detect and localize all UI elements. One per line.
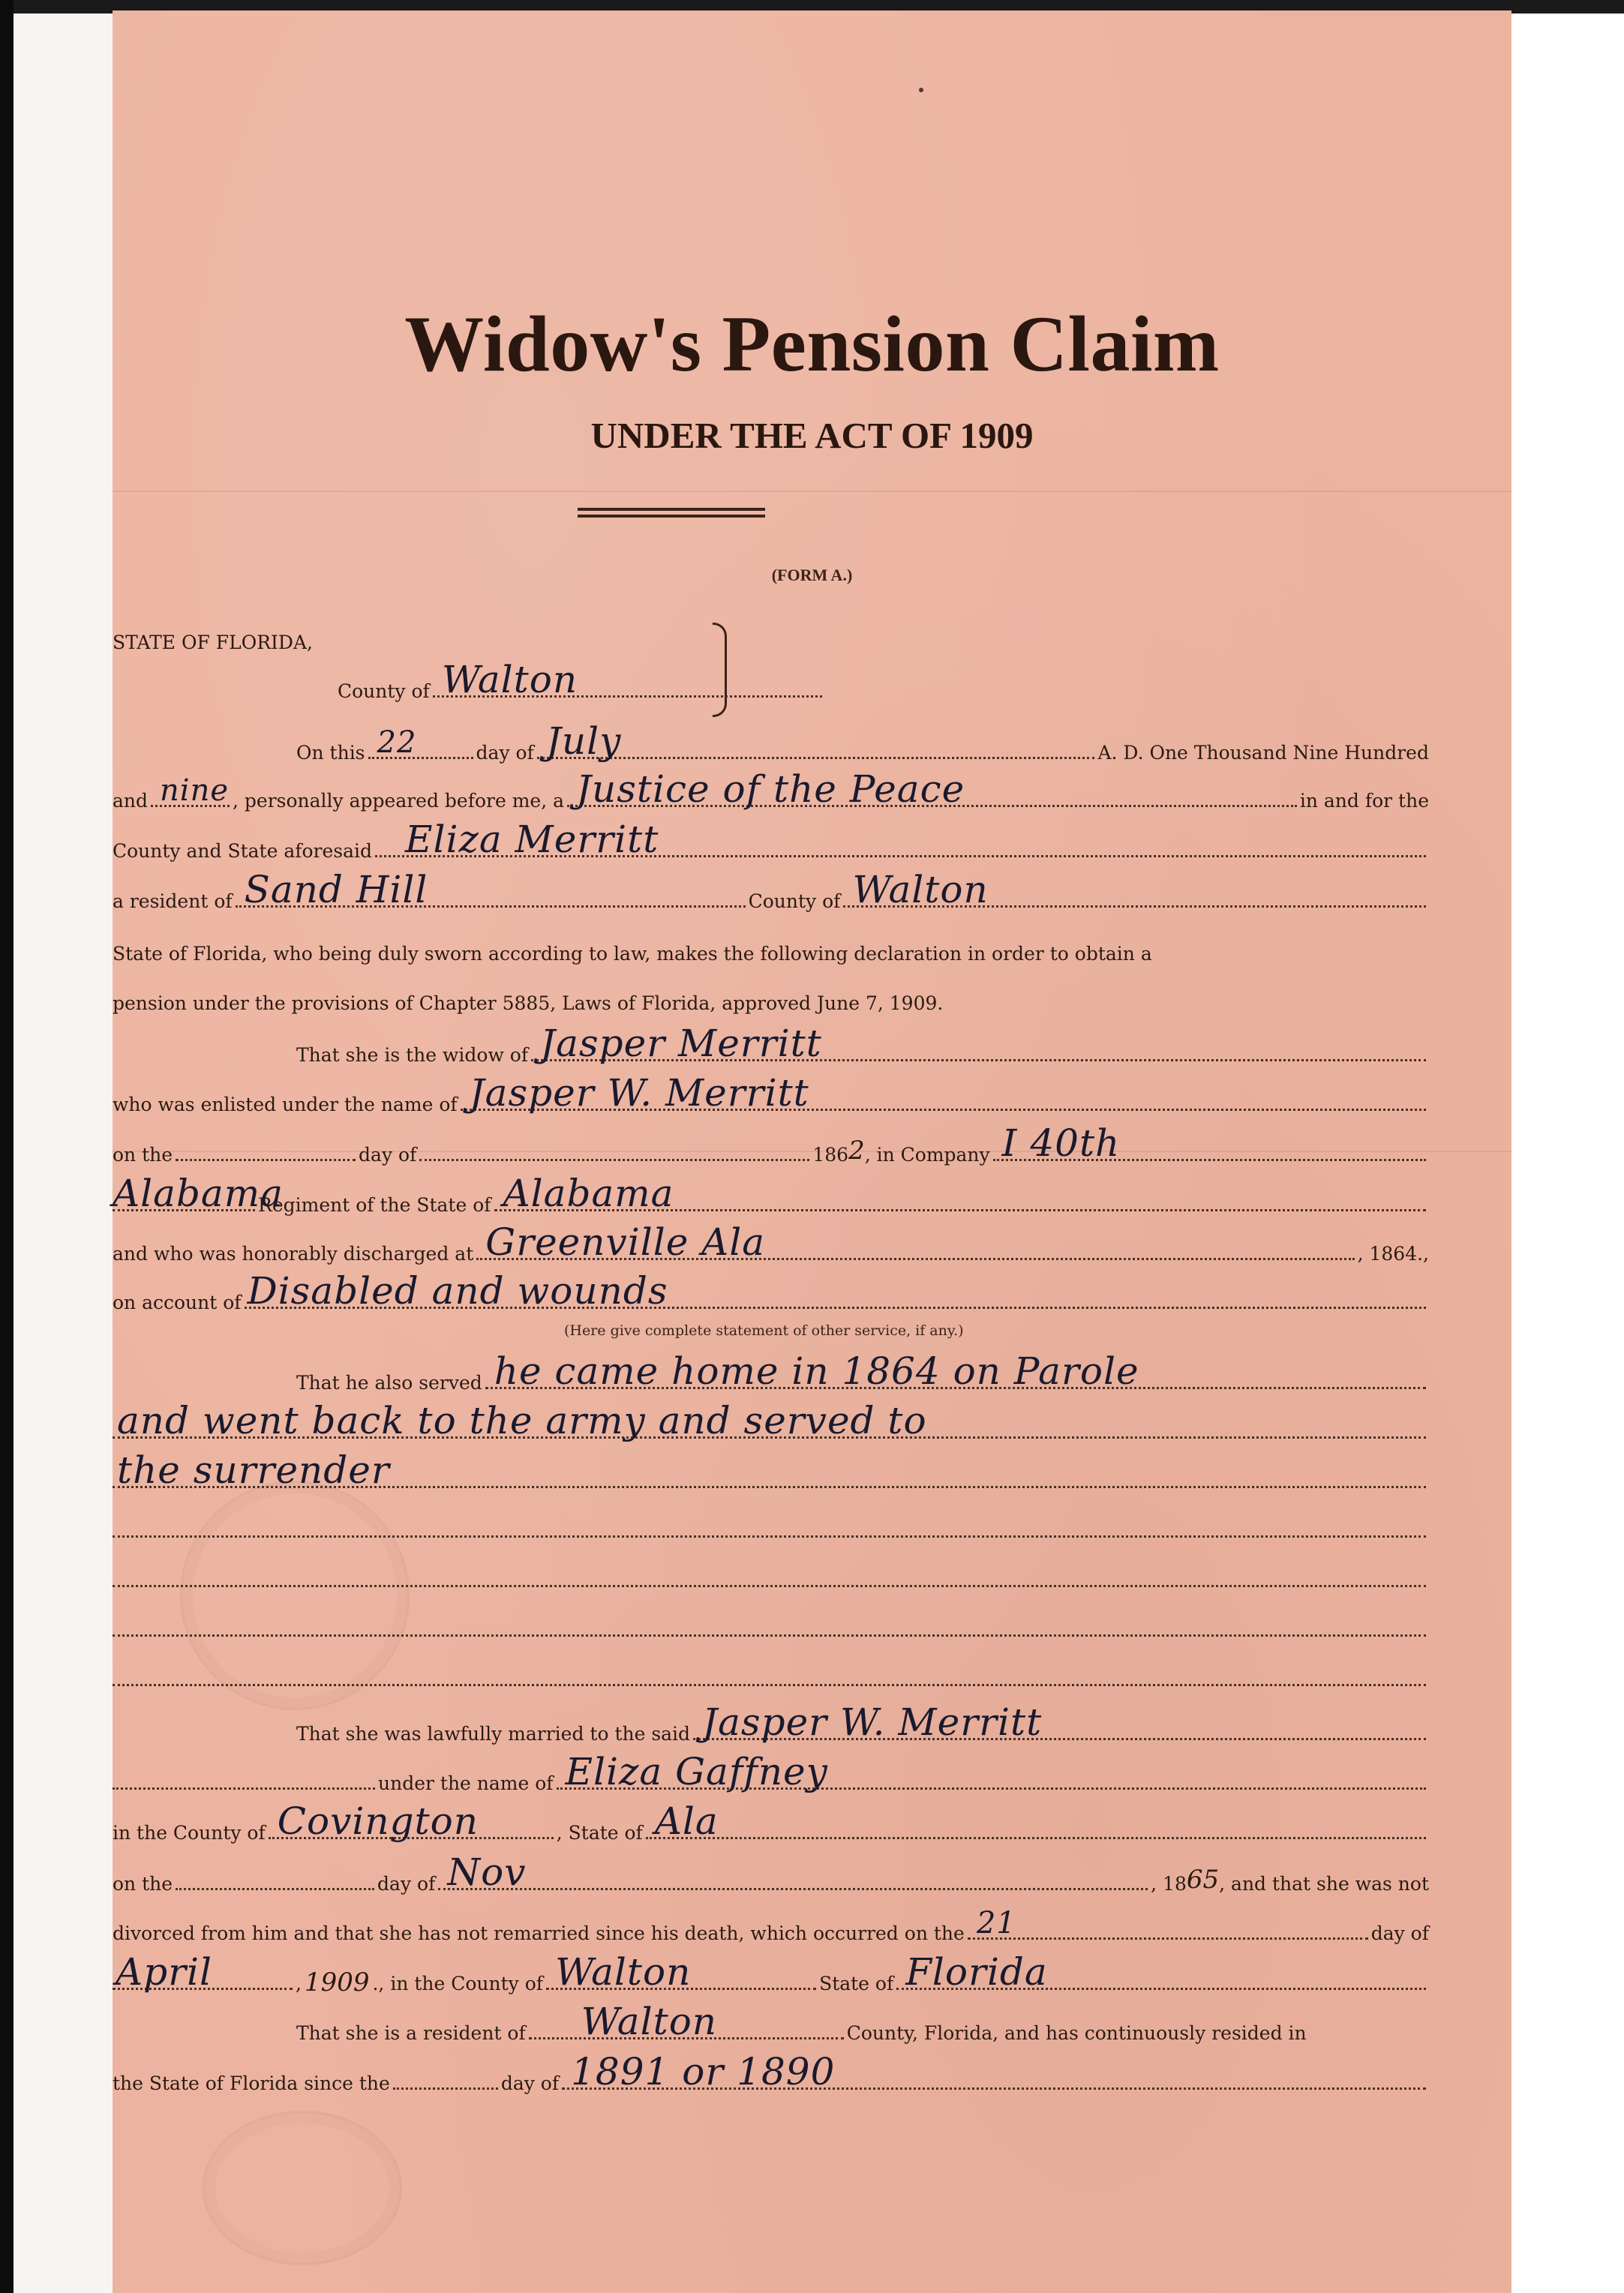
company-field[interactable] <box>993 1121 1426 1165</box>
officer-field[interactable] <box>567 767 1297 811</box>
enlist-year-prefix: 186 <box>812 1144 849 1166</box>
claimant-name: Eliza Merritt <box>405 818 659 861</box>
claimant-field[interactable] <box>375 818 1426 861</box>
resident-label: a resident of <box>113 890 233 912</box>
maiden-line <box>113 1750 1429 1797</box>
service-caption: (Here give complete statement of other service, if any.) <box>564 1322 964 1339</box>
enlist-date-line <box>113 1121 1429 1169</box>
company-label: , in Company <box>864 1144 990 1166</box>
husband-field[interactable] <box>531 1022 1426 1065</box>
served-line-7 <box>113 1656 1429 1694</box>
month-field[interactable] <box>537 719 1095 763</box>
residence-value: Sand Hill <box>244 868 428 911</box>
form-label: (FORM A.) <box>771 566 853 584</box>
appeared-line <box>113 767 1429 815</box>
served-field-6[interactable] <box>113 1606 1426 1637</box>
death-day: 21 <box>976 1906 1016 1940</box>
declaration-line-1 <box>113 930 1429 968</box>
maiden-prefix-field <box>113 1759 375 1790</box>
page-subtitle: UNDER THE ACT OF 1909 <box>590 415 1034 456</box>
married-county-line <box>113 1799 1429 1847</box>
death-month: April <box>116 1950 212 1994</box>
enlist-day-field[interactable] <box>176 1130 356 1161</box>
death-county-field[interactable] <box>546 1950 816 1994</box>
account-reason: Disabled and wounds <box>247 1269 668 1313</box>
in-and-for-text: in and for the <box>1299 790 1429 812</box>
account-field[interactable] <box>245 1269 1426 1313</box>
paper-speck <box>919 88 923 92</box>
discharge-place-field[interactable] <box>476 1220 1354 1264</box>
enlisted-field[interactable] <box>461 1071 1426 1115</box>
county-florida-text: County, Florida, and has continuously resided in <box>846 2022 1307 2044</box>
regiment-label: Regiment of the State of <box>258 1194 491 1216</box>
married-month: Nov <box>447 1850 527 1894</box>
since-label: the State of Florida since the <box>113 2072 390 2094</box>
declaration-line-2 <box>113 980 1429 1017</box>
married-day-field[interactable] <box>176 1859 374 1890</box>
death-county-label: ., in the County of <box>372 1973 544 1994</box>
appeared-text: , personally appeared before me, a <box>233 790 565 812</box>
resident-now-line <box>296 2000 1429 2047</box>
county-of-label: County of <box>748 890 841 912</box>
on-the-label: on the <box>113 1144 173 1166</box>
served-line-5 <box>113 1557 1429 1595</box>
since-line <box>113 2050 1429 2097</box>
enlisted-line <box>113 1071 1429 1118</box>
death-year-prefix: , <box>296 1973 302 1994</box>
day-field[interactable] <box>368 725 473 760</box>
served-field-5[interactable] <box>113 1556 1426 1587</box>
company-value: I 40th <box>1001 1121 1121 1165</box>
served-field-3[interactable] <box>113 1448 1426 1492</box>
fold-line <box>113 491 1511 492</box>
since-day-field[interactable] <box>393 2059 498 2090</box>
married-county-field[interactable] <box>269 1799 554 1843</box>
since-value: 1891 or 1890 <box>571 2050 836 2093</box>
regiment-state-field[interactable] <box>494 1172 1426 1215</box>
married-county-label: in the County of <box>113 1822 266 1844</box>
officer-title: Justice of the Peace <box>576 767 965 811</box>
death-text: divorced from him and that she has not remarried since his death, which occurred on the <box>113 1922 965 1944</box>
married-county-value: Covington <box>277 1799 479 1843</box>
death-day-of-label: day of <box>1370 1922 1429 1944</box>
residence-county-field[interactable] <box>843 868 1426 911</box>
enlist-year-suffix: 2 <box>848 1136 865 1166</box>
county-state-label: County and State aforesaid <box>113 840 373 862</box>
married-state-field[interactable] <box>646 1799 1426 1843</box>
year-written: nine <box>160 773 230 808</box>
county-field[interactable] <box>433 658 822 701</box>
discharged-label: and who was honorably discharged at <box>113 1243 474 1265</box>
married-on-the-label: on the <box>113 1873 173 1895</box>
page-title: Widow's Pension Claim <box>404 300 1220 388</box>
married-label: That she was lawfully married to the said <box>296 1723 691 1745</box>
year-field[interactable] <box>151 773 230 808</box>
served-field-4[interactable] <box>113 1507 1426 1538</box>
married-to-name: Jasper W. Merritt <box>702 1700 1043 1744</box>
residence-line <box>113 868 1429 915</box>
day-value: 22 <box>377 725 417 760</box>
state-heading: STATE OF FLORIDA, <box>113 632 313 653</box>
married-line <box>296 1700 1429 1748</box>
death-state-field[interactable] <box>896 1950 1426 1994</box>
resident-now-county: Walton <box>581 2000 717 2043</box>
enlisted-label: who was enlisted under the name of <box>113 1094 458 1115</box>
regiment-field[interactable] <box>113 1172 284 1215</box>
regiment-line <box>113 1172 1429 1219</box>
maiden-name: Eliza Gaffney <box>565 1750 828 1793</box>
account-label: on account of <box>113 1292 242 1313</box>
resident-now-field[interactable] <box>529 2000 844 2043</box>
married-state-label: , State of <box>556 1822 643 1844</box>
month-value: July <box>545 719 622 763</box>
death-day-field[interactable] <box>968 1906 1368 1940</box>
widow-label: That she is the widow of <box>296 1044 529 1066</box>
discharge-place: Greenville Ala <box>485 1220 766 1264</box>
day-of-label: day of <box>476 742 534 764</box>
served-field-7[interactable] <box>113 1655 1426 1686</box>
served-line-4 <box>113 1508 1429 1545</box>
enlist-month-field[interactable] <box>419 1130 809 1161</box>
married-state-value: Ala <box>654 1799 719 1843</box>
enlisted-name: Jasper W. Merritt <box>469 1071 809 1115</box>
date-line <box>296 719 1429 767</box>
married-year-prefix: , 18 <box>1151 1873 1187 1895</box>
death-county: Walton <box>555 1950 692 1994</box>
title-rule <box>578 515 765 518</box>
residence-field[interactable] <box>236 868 746 911</box>
served-line-6 <box>113 1607 1429 1644</box>
served-text-3: the surrender <box>117 1448 390 1492</box>
ad-text: A. D. One Thousand Nine Hundred <box>1097 742 1429 764</box>
served-text-1: he came home in 1864 on Parole <box>494 1349 1139 1393</box>
account-line <box>113 1269 1429 1316</box>
death-month-field[interactable] <box>113 1950 293 1994</box>
served-line-3 <box>113 1448 1429 1496</box>
married-date-line <box>113 1850 1429 1898</box>
not-divorced-text: , and that she was not <box>1219 1873 1429 1895</box>
declaration-text-1: State of Florida, who being duly sworn according to law, makes the following declaration in order to obtain a <box>113 943 1152 965</box>
served-line-1 <box>296 1349 1429 1397</box>
since-day-of-label: day of <box>500 2072 560 2094</box>
county-value: Walton <box>441 658 578 701</box>
death-year: 1909 <box>304 1967 370 1997</box>
served-field-1[interactable] <box>485 1349 1426 1393</box>
death-state-label: State of <box>819 1973 894 1994</box>
married-year-suffix: 65 <box>1186 1865 1220 1895</box>
declaration-text-2: pension under the provisions of Chapter 5885, Laws of Florida, approved June 7, 1909. <box>113 992 944 1014</box>
married-to-field[interactable] <box>693 1700 1426 1744</box>
regiment-state-value: Alabama <box>503 1172 674 1215</box>
husband-name: Jasper Merritt <box>540 1022 822 1065</box>
residence-county-value: Walton <box>852 868 989 911</box>
served-text-2: and went back to the army and served to <box>117 1399 927 1442</box>
served-label: That he also served <box>296 1372 482 1394</box>
embossed-seal-mark <box>203 2111 402 2265</box>
and-label: and <box>113 790 149 812</box>
enlist-day-of-label: day of <box>359 1144 417 1166</box>
claimant-line <box>113 818 1429 865</box>
death-place-line <box>113 1950 1429 1997</box>
married-month-field[interactable] <box>438 1850 1148 1894</box>
county-label: County of <box>338 680 430 702</box>
discharge-year: , 1864., <box>1357 1243 1429 1265</box>
on-this-label: On this <box>296 742 365 764</box>
served-field-2[interactable] <box>113 1399 1426 1442</box>
regiment-state: Alabama <box>113 1172 284 1215</box>
widow-line <box>296 1022 1429 1069</box>
maiden-label: under the name of <box>378 1772 554 1794</box>
resident-now-label: That she is a resident of <box>296 2022 526 2044</box>
death-line <box>113 1906 1429 1947</box>
maiden-field[interactable] <box>557 1750 1426 1793</box>
discharge-line <box>113 1220 1429 1268</box>
title-rule <box>578 508 765 511</box>
served-line-2 <box>113 1399 1429 1446</box>
married-day-of-label: day of <box>377 1873 436 1895</box>
death-state: Florida <box>905 1950 1048 1994</box>
since-field[interactable] <box>562 2050 1426 2093</box>
county-line <box>338 658 825 705</box>
